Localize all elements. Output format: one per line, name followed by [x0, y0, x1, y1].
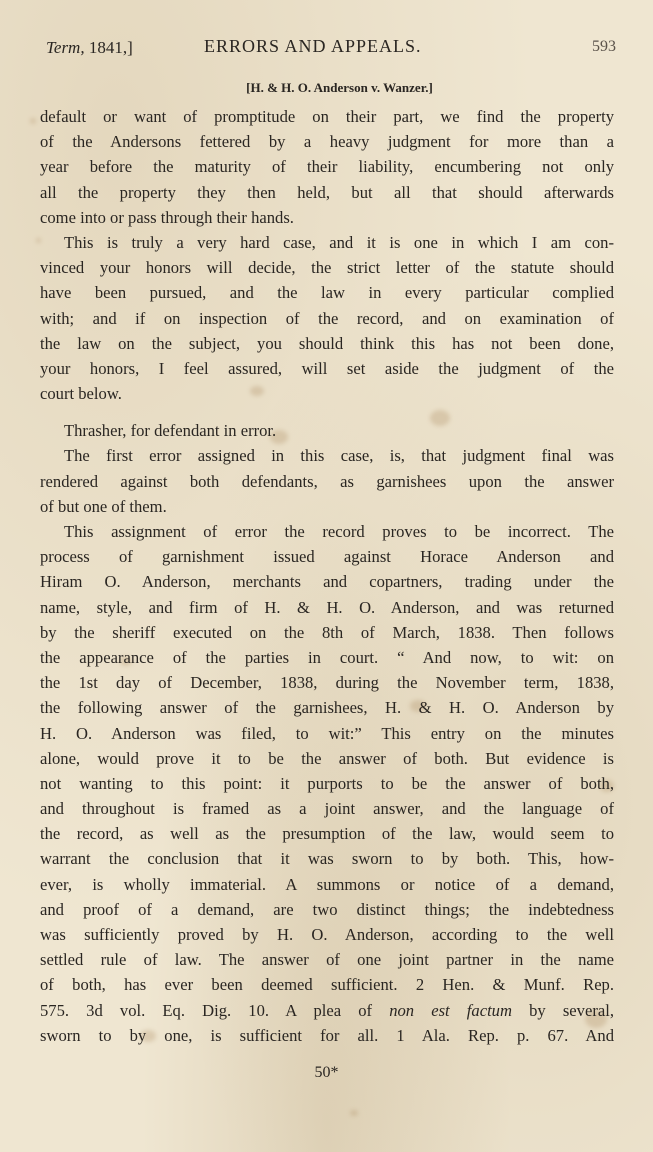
text-line: This assignment of error the record proves to be incorrect. The — [64, 522, 614, 541]
signature-mark: 50* — [314, 1064, 339, 1081]
text-line: not wanting to this point: it purports to be the answer of both, — [40, 773, 614, 793]
text-line: have been pursued, and the law in every particular complied — [40, 283, 614, 303]
text-line: of both, has ever been deemed sufficient. 2 Hen. & Munf. Rep. — [40, 975, 614, 995]
paragraph — [40, 519, 614, 1048]
text-line: ever, is wholly immaterial. A summons or notice of a demand, — [40, 874, 614, 894]
text-line: Thrasher, for defendant in error. — [64, 421, 277, 441]
text-line: default or want of promptitude on their part, we find the property — [40, 107, 614, 126]
text-line-with-italic — [40, 998, 614, 1023]
text-line: by the sheriff executed on the 8th of March, 1838. Then follows — [40, 622, 614, 642]
text-line: alone, would prove it to be the answer of both. But evidence is — [40, 748, 614, 768]
text-line: all the property they then held, but all that should afterwards — [40, 182, 614, 202]
foxing-spot — [350, 1110, 358, 1116]
paragraph — [40, 104, 614, 230]
text-line: the appearance of the parties in court. “ And now, to wit: on — [40, 647, 614, 667]
header-term-word: Term, — [46, 38, 85, 57]
text-line: of the Andersons fettered by a heavy judgment for more than a — [40, 132, 614, 152]
text-line: court below. — [40, 384, 122, 404]
text-line: the following answer of the garnishees, H. & H. O. Anderson by — [40, 698, 614, 718]
text-line: was sufficiently proved by H. O. Anderson, according to the well — [40, 925, 614, 944]
text-line: the 1st day of December, 1838, during the November term, 1838, — [40, 673, 614, 693]
text-line: and proof of a demand, are two distinct things; the indebtedness — [40, 899, 614, 919]
text-line: year before the maturity of their liability, encumbering not only — [40, 157, 614, 177]
header-term — [46, 38, 133, 58]
page-number: 593 — [592, 38, 616, 55]
text-line: name, style, and firm of H. & H. O. Anderson, and was returned — [40, 597, 614, 617]
header-title: ERRORS AND APPEALS. — [204, 36, 422, 56]
paragraph-gap — [40, 406, 614, 418]
text-segment: by several, — [529, 1000, 614, 1020]
text-line: sworn to by one, is sufficient for all. 1 Ala. Rep. p. 67. And — [40, 1025, 614, 1045]
text-line: warrant the conclusion that it was sworn to by both. This, how- — [40, 849, 614, 869]
text-line: your honors, I feel assured, will set aside the judgment of the — [40, 358, 614, 378]
text-line: Hiram O. Anderson, merchants and copartners, trading under the — [40, 572, 614, 592]
paragraph — [40, 443, 614, 519]
paragraph — [40, 230, 614, 406]
text-line: rendered against both defendants, as garnishees upon the answer — [40, 471, 614, 491]
text-line: with; and if on inspection of the record, and on examination of — [40, 308, 614, 328]
case-caption — [0, 80, 653, 96]
text-line: The first error assigned in this case, is, that judgment final was — [64, 446, 614, 466]
header-term-year: 1841,] — [88, 38, 133, 57]
paragraph — [40, 418, 614, 443]
text-line: H. O. Anderson was filed, to wit:” This entry on the minutes — [40, 723, 614, 743]
text-line: come into or pass through their hands. — [40, 207, 294, 227]
case-caption-text: [H. & H. O. Anderson v. Wanzer.] — [246, 80, 433, 95]
foxing-spot — [30, 118, 36, 124]
body-text — [40, 104, 614, 1048]
text-line: process of garnishment issued against Horace Anderson and — [40, 547, 614, 567]
text-line: This is truly a very hard case, and it is one in which I am con- — [64, 232, 614, 252]
running-header — [46, 34, 616, 62]
text-line: the record, as well as the presumption of the law, would seem to — [40, 824, 614, 844]
text-line: the law on the subject, you should think this has not been done, — [40, 333, 614, 353]
latin-phrase: non est factum — [389, 1000, 512, 1020]
text-line: and throughout is framed as a joint answer, and the language of — [40, 799, 614, 819]
text-line: settled rule of law. The answer of one joint partner in the name — [40, 950, 614, 970]
text-line: vinced your honors will decide, the strict letter of the statute should — [40, 258, 614, 278]
text-segment: 575. 3d vol. Eq. Dig. 10. A plea of — [40, 1000, 373, 1020]
text-line: of but one of them. — [40, 496, 167, 516]
